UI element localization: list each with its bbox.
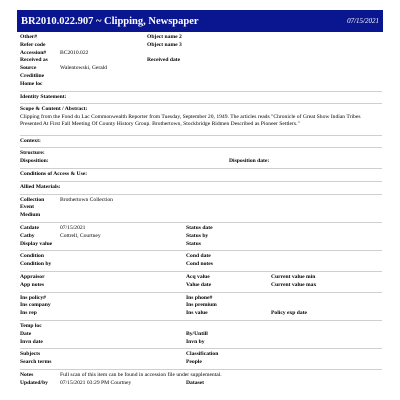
ins-company-label: Ins company [20, 302, 51, 309]
temp-loc-label: Temp loc [20, 322, 42, 329]
home-loc-label: Home loc [20, 80, 43, 87]
dataset-label: Dataset [186, 379, 205, 386]
updated-value: 07/15/2021 03:29 PM Courtney [60, 379, 132, 386]
source-value: Walentowski, Gerald [60, 65, 108, 72]
display-value-label: Display value [20, 240, 53, 247]
event-label: Event [20, 204, 34, 211]
divider [20, 369, 382, 370]
received-date-label: Received date [147, 57, 181, 64]
current-min-label: Current value min [271, 273, 316, 280]
catby-label: Catby [20, 232, 35, 239]
ins-policy-label: Ins policy# [20, 294, 46, 301]
classification-label: Classification [186, 351, 219, 358]
ins-phone-label: Ins phone# [186, 294, 213, 301]
policy-exp-label: Policy exp date [271, 310, 308, 317]
divider [20, 194, 382, 195]
divider [20, 91, 382, 92]
notes-label: Notes [20, 371, 34, 378]
source-label: Source [20, 65, 37, 72]
object-name2-label: Object name 2 [147, 34, 182, 40]
divider [20, 168, 382, 169]
condition-by-label: Condition by [20, 261, 52, 268]
conditions-label: Conditions of Access & Use: [20, 170, 88, 177]
disposition-label: Disposition: [20, 158, 49, 165]
notes-value: Full scan of this item can be found in accession file under supplemental. [60, 371, 222, 378]
divider [20, 271, 382, 272]
invn-by-label: Invn by [186, 338, 205, 345]
collection-label: Collection [20, 196, 45, 203]
structure-label: Structure: [20, 150, 45, 157]
cond-date-label: Cond date [186, 253, 211, 260]
people-label: People [186, 359, 202, 366]
acq-value-label: Acq value [186, 273, 210, 280]
received-as-label: Received as [20, 57, 48, 64]
collection-value: Brothertown Collection [60, 196, 113, 203]
search-terms-label: Search terms [20, 359, 52, 366]
divider [20, 135, 382, 136]
scope-label: Scope & Content / Abstract: [20, 106, 88, 113]
accession-label: Accession# [20, 49, 47, 56]
updated-label: Updated/by [20, 379, 48, 386]
divider [20, 292, 382, 293]
divider [20, 103, 382, 104]
divider [20, 222, 382, 223]
disposition-date-label: Disposition date: [229, 158, 270, 165]
catdate-value: 07/15/2021 [60, 224, 86, 231]
app-notes-label: App notes [20, 281, 45, 288]
context-label: Context: [20, 137, 41, 144]
record-title: BR2010.022.907 ~ Clipping, Newspaper [21, 15, 199, 27]
catby-value: Cottrell, Courtney [60, 232, 101, 239]
status-by-label: Status by [186, 232, 209, 239]
allied-label: Allied Materials: [20, 183, 61, 190]
status-label: Status [186, 240, 201, 247]
divider [20, 181, 382, 182]
record-body [20, 34, 382, 388]
header-date: 07/15/2021 [347, 17, 379, 25]
other-num-label: Other# [20, 34, 38, 40]
catdate-label: Catdate [20, 224, 39, 231]
record-header [17, 10, 383, 32]
by-untill-label: By/Untill [186, 330, 208, 337]
status-date-label: Status date [186, 224, 213, 231]
value-date-label: Value date [186, 281, 212, 288]
condition-label: Condition [20, 253, 44, 260]
divider [20, 147, 382, 148]
accession-value: BC2010.022 [60, 49, 89, 56]
divider [20, 320, 382, 321]
current-max-label: Current value max [271, 281, 317, 288]
identity-label: Identity Statement: [20, 93, 67, 100]
ins-value-label: Ins value [186, 310, 208, 317]
date-label: Date [20, 330, 32, 337]
scope-text: Clipping from the Fond du Lac Commonwealth Reporter from Tuesday, September 20, 1949. The articles reads "Chronicle of Great Show Indian Tribes Presented At First Fall Meeting Of County History Group. Brothertown, Stockbridge Ridmen Described as Pioneer Settlers." [20, 114, 361, 128]
creditline-label: Creditline [20, 72, 45, 79]
object-name3-label: Object name 3 [147, 41, 182, 48]
subjects-label: Subjects [20, 351, 41, 358]
divider [20, 348, 382, 349]
invn-date-label: Invn date [20, 338, 43, 345]
ins-premium-label: Ins premium [186, 302, 217, 309]
divider [20, 250, 382, 251]
cond-notes-label: Cond notes [186, 261, 213, 268]
refer-code-label: Refer code [20, 41, 46, 48]
medium-label: Medium [20, 212, 41, 219]
ins-rep-label: Ins rep [20, 310, 37, 317]
appraisor-label: Appraisor [20, 273, 45, 280]
